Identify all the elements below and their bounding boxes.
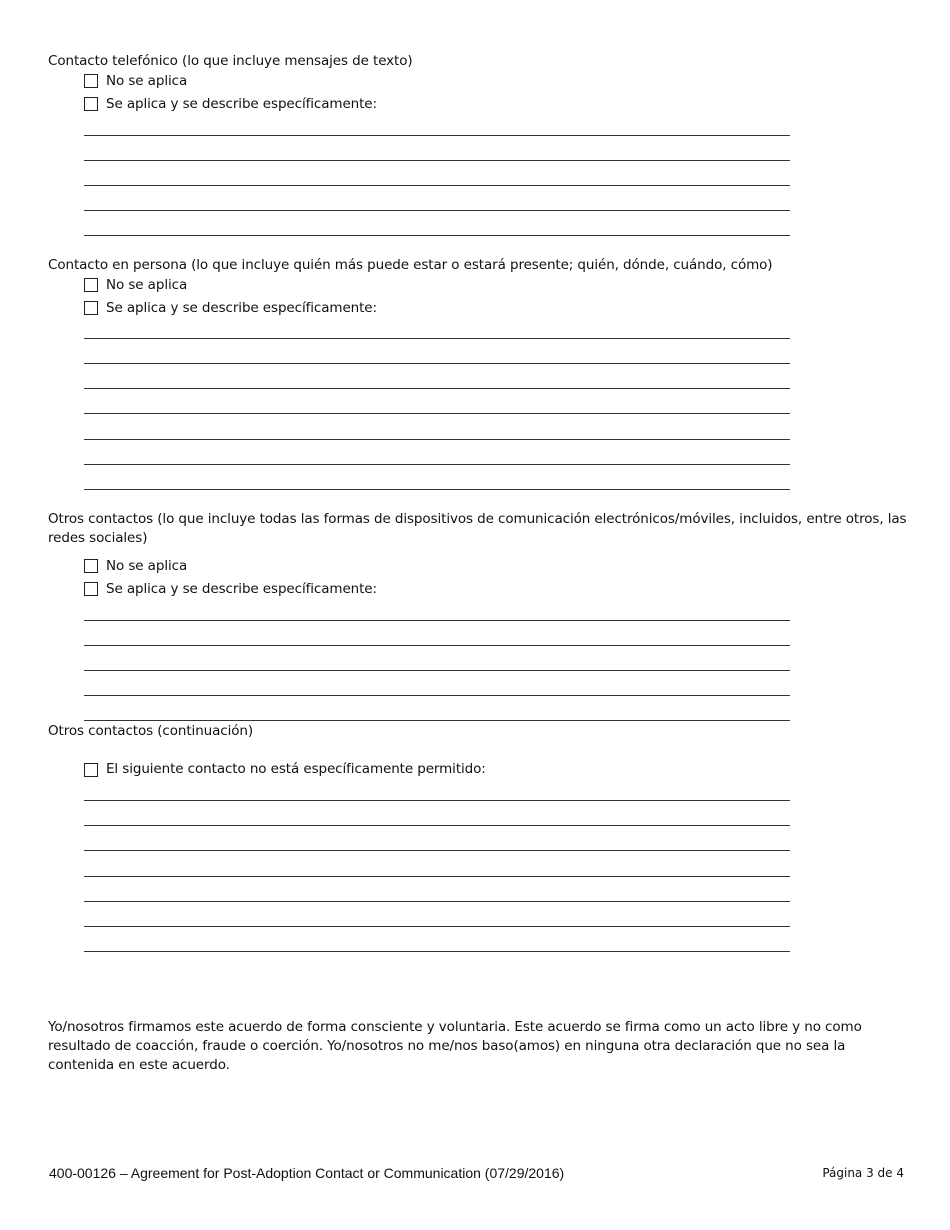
in-person-answer-line[interactable] <box>84 363 790 364</box>
phone-answer-line[interactable] <box>84 210 790 211</box>
other-answer-line[interactable] <box>84 645 790 646</box>
not-permitted-answer-line[interactable] <box>84 926 790 927</box>
page-number: Página 3 de 4 <box>822 1166 904 1180</box>
other-contacts-continued-heading: Otros contactos (continuación) <box>48 723 254 739</box>
phone-answer-line[interactable] <box>84 235 790 236</box>
not-permitted-answer-line[interactable] <box>84 800 790 801</box>
in-person-applies-checkbox[interactable] <box>84 301 98 315</box>
not-permitted-answer-line[interactable] <box>84 825 790 826</box>
not-permitted-answer-line[interactable] <box>84 901 790 902</box>
in-person-answer-line[interactable] <box>84 388 790 389</box>
other-contacts-heading: Otros contactos (lo que incluye todas las formas de dispositivos de comunicación electrónicos/móviles, incluidos, entre otros, las redes sociales) <box>48 511 907 546</box>
in-person-answer-line[interactable] <box>84 489 790 490</box>
in-person-answer-line[interactable] <box>84 338 790 339</box>
form-identifier: 400-00126 – Agreement for Post-Adoption Contact or Communication (07/29/2016) <box>49 1165 565 1181</box>
phone-answer-line[interactable] <box>84 185 790 186</box>
in-person-answer-line[interactable] <box>84 439 790 440</box>
not-permitted-checkbox[interactable] <box>84 763 98 777</box>
other-not-applicable-checkbox[interactable] <box>84 559 98 573</box>
other-applies-label: Se aplica y se describe específicamente: <box>106 581 377 597</box>
in-person-contact-heading: Contacto en persona (lo que incluye quién más puede estar o estará presente; quién, dónde, cuándo, cómo) <box>48 257 773 273</box>
not-permitted-answer-line[interactable] <box>84 876 790 877</box>
phone-not-applicable-checkbox[interactable] <box>84 74 98 88</box>
other-answer-line[interactable] <box>84 620 790 621</box>
in-person-not-applicable-checkbox[interactable] <box>84 278 98 292</box>
phone-applies-checkbox[interactable] <box>84 97 98 111</box>
other-applies-checkbox[interactable] <box>84 582 98 596</box>
not-permitted-label: El siguiente contacto no está específicamente permitido: <box>106 761 486 777</box>
in-person-answer-line[interactable] <box>84 464 790 465</box>
in-person-not-applicable-label: No se aplica <box>106 277 188 293</box>
phone-not-applicable-label: No se aplica <box>106 73 188 89</box>
signature-statement: Yo/nosotros firmamos este acuerdo de forma consciente y voluntaria. Este acuerdo se firma como un acto libre y no como resultado de coacción, fraude o coerción. Yo/nosotros no me/nos baso(amos) en ninguna otra declaración que no sea la contenida en este acuerdo. <box>48 1019 862 1073</box>
in-person-applies-label: Se aplica y se describe específicamente: <box>106 300 377 316</box>
other-not-applicable-label: No se aplica <box>106 558 188 574</box>
phone-answer-line[interactable] <box>84 160 790 161</box>
other-answer-line[interactable] <box>84 670 790 671</box>
not-permitted-answer-line[interactable] <box>84 850 790 851</box>
phone-answer-line[interactable] <box>84 135 790 136</box>
phone-applies-label: Se aplica y se describe específicamente: <box>106 96 377 112</box>
not-permitted-answer-line[interactable] <box>84 951 790 952</box>
other-answer-line[interactable] <box>84 720 790 721</box>
phone-contact-heading: Contacto telefónico (lo que incluye mensajes de texto) <box>48 53 413 69</box>
in-person-answer-line[interactable] <box>84 413 790 414</box>
other-answer-line[interactable] <box>84 695 790 696</box>
